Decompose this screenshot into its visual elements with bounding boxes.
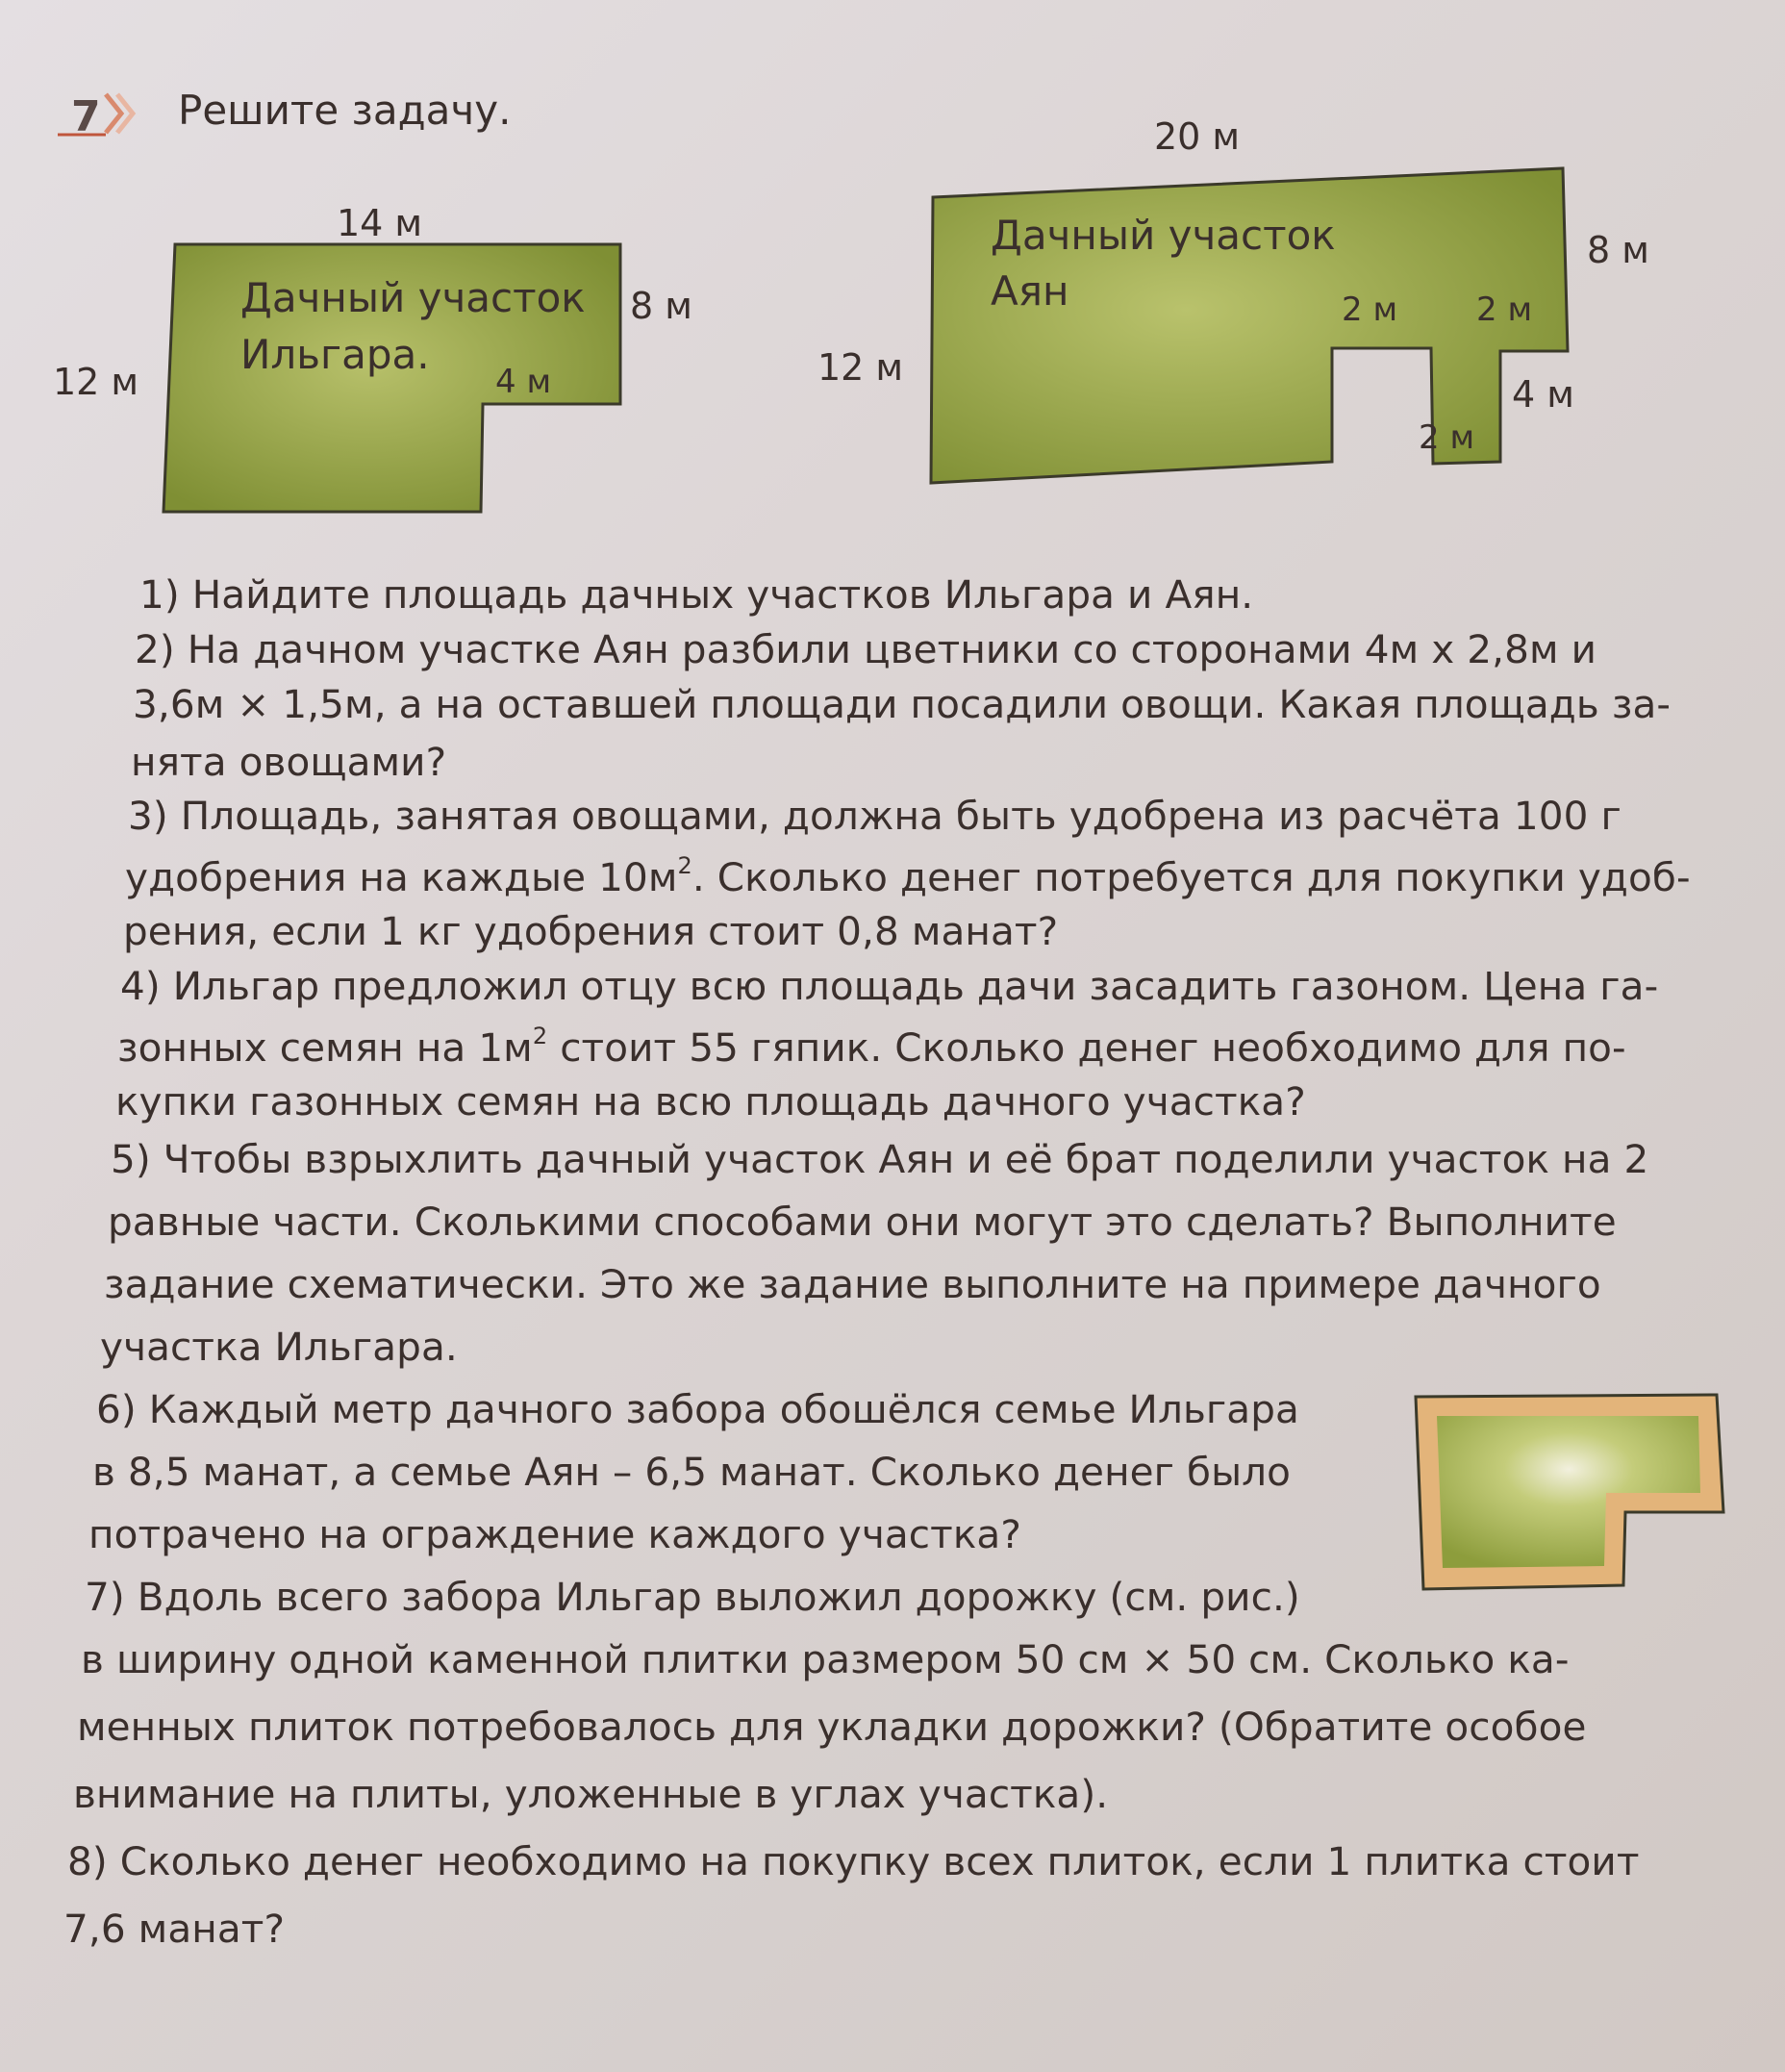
figure-ayan-plot (817, 115, 1649, 500)
ayan-plot-title-1: Дачный участок (991, 212, 1336, 259)
problem-4-line-3: купки газонных семян на всю площадь дачного участка? (115, 1078, 1306, 1124)
problem-5-line-4: участка Ильгара. (100, 1324, 458, 1370)
problem-1: 1) Найдите площадь дачных участков Ильгара и Аян. (139, 571, 1254, 618)
ayan-dim-bottom: 2 м (1419, 418, 1475, 457)
ilgar-dim-left: 12 м (53, 361, 139, 403)
problem-7-line-1: 7) Вдоль всего забора Ильгар выложил дорожку (см. рис.) (85, 1574, 1300, 1620)
problem-8-line-2: 7,6 манат? (63, 1906, 286, 1952)
problem-7-line-2: в ширину одной каменной плитки размером 50 см × 50 см. Сколько ка- (81, 1636, 1570, 1682)
ilgar-dim-right: 8 м (630, 285, 692, 327)
problem-5-line-3: задание схематически. Это же задание выполните на примере дачного (104, 1261, 1601, 1307)
problem-2-line-2: 3,6м × 1,5м, а на оставшей площади посадили овощи. Какая площадь за- (133, 681, 1672, 727)
problem-3-line-1: 3) Площадь, занятая овощами, должна быть удобрена из расчёта 100 г (128, 793, 1622, 839)
task-number-badge (56, 88, 142, 139)
problem-6-line-2: в 8,5 манат, а семье Аян – 6,5 манат. Сколько денег было (92, 1449, 1292, 1495)
problem-7-line-3: менных плиток потребовалось для укладки дорожки? (Обратите особое (77, 1704, 1587, 1750)
problem-8-line-1: 8) Сколько денег необходимо на покупку всех плиток, если 1 плитка стоит (67, 1838, 1640, 1884)
ayan-plot-title-2: Аян (991, 267, 1069, 315)
problem-5-line-1: 5) Чтобы взрыхлить дачный участок Аян и её брат поделили участок на 2 (111, 1136, 1649, 1182)
ilgar-dim-notch: 4 м (495, 363, 552, 401)
figure-ilgar-plot (53, 202, 692, 529)
problem-4-line-2: зонных семян на $1м^2$ стоит 55 гяпик. Сколько денег необходимо для по- (117, 1023, 1626, 1071)
problem-3-line-3: рения, если 1 кг удобрения стоит 0,8 манат? (123, 908, 1059, 954)
problem-5-line-2: равные части. Сколькими способами они могут это сделать? Выполните (108, 1199, 1617, 1245)
problem-4-line-1: 4) Ильгар предложил отцу всю площадь дачи засадить газоном. Цена га- (120, 963, 1659, 1009)
ayan-dim-gap-right: 2 м (1476, 291, 1533, 329)
ilgar-plot-title-2: Ильгара. (240, 331, 430, 378)
problem-7-line-4: внимание на плиты, уложенные в углах участка). (73, 1771, 1109, 1817)
ilgar-dim-top: 14 м (337, 202, 423, 244)
path-plot-shape (1404, 1376, 1731, 1606)
ayan-dim-right: 8 м (1587, 229, 1649, 271)
problem-6-line-3: потрачено на ограждение каждого участка? (88, 1511, 1021, 1557)
problem-6-line-1: 6) Каждый метр дачного забора обошёлся семье Ильгара (96, 1386, 1299, 1432)
task-number: 7 (71, 92, 101, 141)
ayan-dim-top: 20 м (1154, 115, 1241, 158)
figure-path-around-plot (1404, 1376, 1731, 1606)
ayan-dim-left: 12 м (817, 346, 904, 389)
problem-2-line-1: 2) На дачном участке Аян разбили цветники со сторонами 4м х 2,8м и (135, 626, 1596, 672)
task-title: Решите задачу. (178, 87, 512, 134)
ayan-dim-gap-left: 2 м (1342, 291, 1398, 329)
problem-3-line-2: удобрения на каждые $10м^2$. Сколько денег потребуется для покупки удоб- (125, 852, 1691, 900)
ayan-dim-depth: 4 м (1512, 373, 1574, 416)
ilgar-plot-title-1: Дачный участок (240, 274, 586, 321)
problem-2-line-3: нята овощами? (131, 739, 447, 785)
